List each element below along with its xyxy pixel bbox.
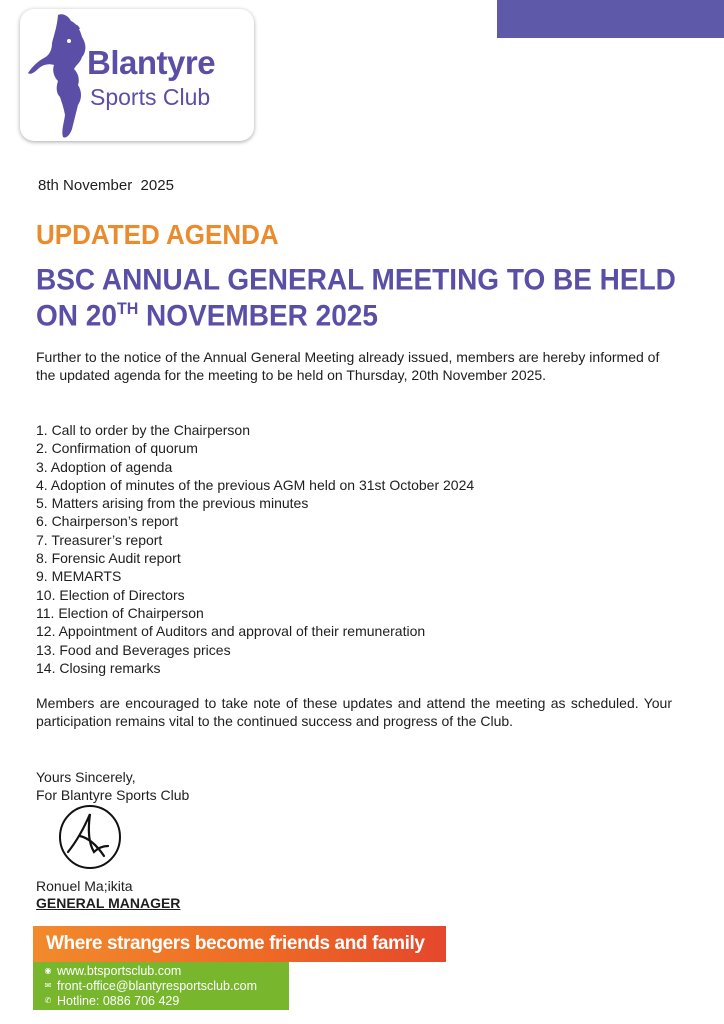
agenda-item: 13. Food and Beverages prices xyxy=(36,641,231,658)
closing-paragraph: Members are encouraged to take note of these updates and attend the meeting as scheduled. Your participation remains vital to the continued success and progress of the Club. xyxy=(36,695,672,730)
agenda-item: 6. Chairperson’s report xyxy=(36,513,179,530)
website-link[interactable]: www.btsportsclub.com xyxy=(57,963,182,978)
hotline-text: Hotline: 0886 706 429 xyxy=(57,993,180,1008)
agenda-item: 10. Election of Directors xyxy=(36,586,185,603)
logo-title: Blantyre xyxy=(87,44,216,81)
globe-icon: ◉ xyxy=(44,966,52,975)
signer-name: Ronuel Ma;ikita xyxy=(36,878,133,894)
signer-role: GENERAL MANAGER xyxy=(36,895,181,911)
agenda-item: 12. Appointment of Auditors and approval of their remuneration xyxy=(36,623,426,640)
signoff xyxy=(36,768,189,805)
top-accent-bar xyxy=(497,0,724,38)
phone-icon: ✆ xyxy=(44,996,52,1005)
signoff-greeting: Yours Sincerely, xyxy=(36,769,136,785)
agenda-item: 14. Closing remarks xyxy=(36,659,161,676)
agenda-item: 9. MEMARTS xyxy=(36,568,122,585)
agenda-item: 4. Adoption of minutes of the previous AGM held on 31st October 2024 xyxy=(36,476,475,493)
agenda-item: 11. Election of Chairperson xyxy=(36,604,204,621)
logo-subtitle: Sports Club xyxy=(90,84,211,110)
meeting-title xyxy=(36,262,696,334)
mail-icon: ✉ xyxy=(44,981,52,990)
agenda-item: 3. Adoption of agenda xyxy=(36,458,173,475)
club-logo xyxy=(20,9,254,141)
contact-panel xyxy=(33,962,289,1010)
intro-paragraph: Further to the notice of the Annual General Meeting already issued, members are hereby informed of the updated agenda for the meeting to be held on Thursday, 20th November 2025. xyxy=(36,349,660,384)
meeting-title-superscript: TH xyxy=(116,300,139,319)
slogan-banner: Where strangers become friends and family xyxy=(33,926,446,962)
email-link[interactable]: front-office@blantyresportsclub.com xyxy=(57,978,258,993)
agenda-list xyxy=(36,421,474,677)
signoff-organization: For Blantyre Sports Club xyxy=(36,787,190,804)
website-row[interactable] xyxy=(43,963,289,978)
meeting-title-part2: NOVEMBER 2025 xyxy=(138,299,378,332)
agenda-item: 5. Matters arising from the previous minutes xyxy=(36,495,309,512)
email-row[interactable] xyxy=(43,978,289,993)
agenda-item: 8. Forensic Audit report xyxy=(36,550,181,567)
letter-date: 8th November 2025 xyxy=(38,177,174,194)
signature-icon xyxy=(54,802,126,872)
meeting-title-part1: BSC ANNUAL GENERAL MEETING TO BE HELD ON 20 xyxy=(36,263,676,332)
agenda-item: 7. Treasurer’s report xyxy=(36,531,163,548)
updated-agenda-heading: UPDATED AGENDA xyxy=(36,218,279,251)
hotline-row xyxy=(43,993,289,1008)
agenda-item: 1. Call to order by the Chairperson xyxy=(36,422,250,438)
agenda-item: 2. Confirmation of quorum xyxy=(36,440,198,457)
